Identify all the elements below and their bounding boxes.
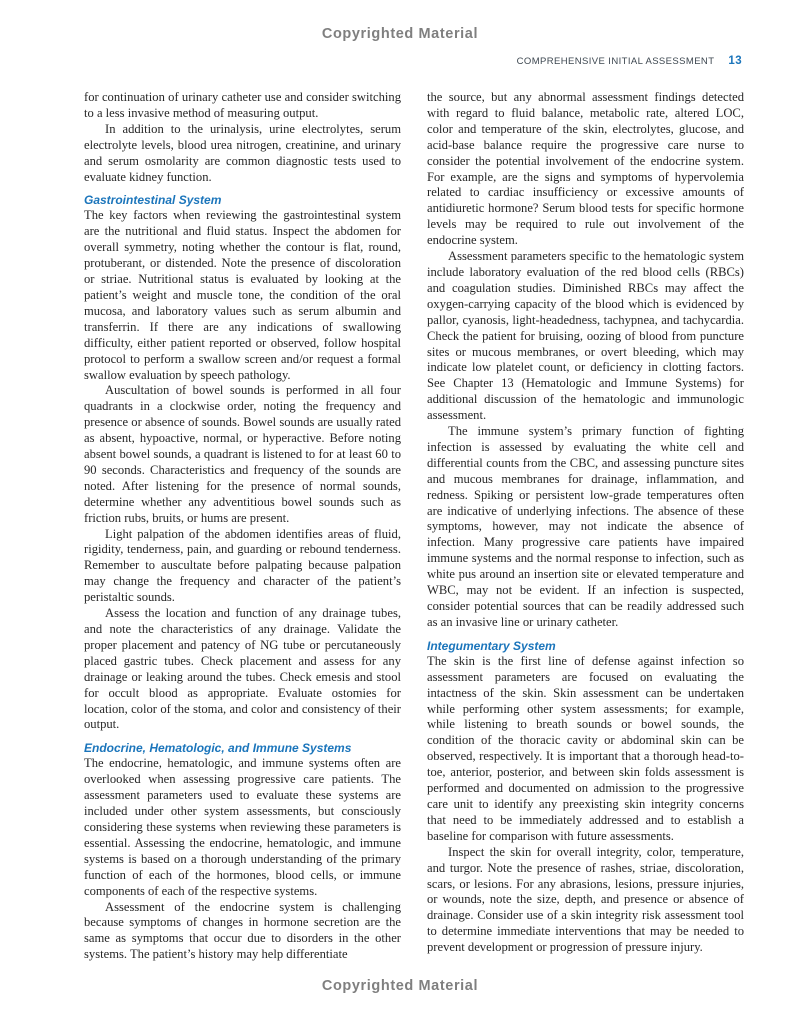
body-paragraph: Assess the location and function of any drainage tubes, and note the characteristics of any drainage. Validate the proper placement and patency of NG tube or percutaneously placed gastric tubes. Check placement and assess for any drainage or leaking around the tubes. Check emesis and stool for occult blood as appropriate. Evaluate ostomies for location, color of the stoma, and color and consistency of their output.: [84, 606, 401, 732]
body-paragraph: The immune system’s primary function of fighting infection is assessed by evaluating the white cell and differential counts from the CBC, and assessing puncture sites and mucous membranes for drainage, inflammation, and redness. Spiking or persistent low-grade temperatures often are indicative of underlying infections. The absence of these symptoms, however, may not indicate the absence of infection. Many progressive care patients have impaired immune systems and the normal response to infection, such as white pus around an insertion site or elevated temperature and WBC, may not be evident. If an infection is suspected, consider potential sources that can be readily addressed such as an invasive line or urinary catheter.: [427, 424, 744, 629]
body-paragraph: Assessment of the endocrine system is challenging because symptoms of changes in hormone secretion are the same as symptoms that occur due to disorders in the other systems. The patient’s history may help differentiate: [84, 899, 401, 962]
body-paragraph: In addition to the urinalysis, urine electrolytes, serum electrolyte levels, blood urea nitrogen, creatinine, and urinary and serum osmolarity are common diagnostic tests used to evaluate kidney function.: [84, 121, 401, 184]
body-paragraph: The key factors when reviewing the gastrointestinal system are the nutritional and fluid status. Inspect the abdomen for overall symmetry, noting whether the contour is flat, round, protuberant, or distended. Note the presence of discoloration or striae. Nutritional status is evaluated by looking at the patient’s weight and muscle tone, the condition of the oral mucosa, and laboratory values such as serum albumin and transferrin. If there are any indications of swallowing difficulty, either patient reported or observed, follow hospital protocol to perform a swallow screen and/or request a formal swallow evaluation by speech pathology.: [84, 208, 401, 382]
body-paragraph: Assessment parameters specific to the hematologic system include laboratory evaluation of the red blood cells (RBCs) and coagulation studies. Diminished RBCs may affect the oxygen-carrying capacity of the blood which is evidenced by pallor, cyanosis, light-headedness, tachypnea, and tachycardia. Check the patient for bruising, oozing of blood from puncture sites or mucous membranes, or overt bleeding, which may indicate low platelet count, or deficiency in clotting factors. See Chapter 13 (Hematologic and Immune Systems) for additional discussion of the hematologic and immunologic assessment.: [427, 249, 744, 423]
body-paragraph: Auscultation of bowel sounds is performed in all four quadrants in a clockwise order, noting the frequency and presence or absence of sounds. Bowel sounds are usually rated as absent, hypoactive, normal, or hyperactive. Before noting absent bowel sounds, a quadrant is listened to for at least 60 to 90 seconds. Characteristics and frequency of the sounds are noted. After listening for the presence of normal sounds, determine whether any adventitious bowel sounds such as friction rubs, bruits, or hums are present.: [84, 383, 401, 525]
copyright-notice-top: Copyrighted Material: [321, 26, 479, 42]
body-paragraph: the source, but any abnormal assessment findings detected with regard to fluid balance, metabolic rate, altered LOC, color and temperature of the skin, electrolytes, glucose, and acid-base balance require the progressive care nurse to consider the potential involvement of the endocrine system. For example, are the signs and symptoms of hypervolemia related to cardiac insufficiency or excessive amounts of antidiuretic hormone? Serum blood tests for specific hormone levels may be required to rule out involvement of the endocrine system.: [427, 90, 744, 248]
body-paragraph: The skin is the first line of defense against infection so assessment parameters are focused on evaluating the intactness of the skin. Skin assessment can be undertaken while performing other system assessments; for example, while listening to breath sounds or bowel sounds, the condition of the thoracic cavity or abdominal skin can be observed, respectively. It is important that a thorough head-to-toe, anterior, posterior, and between skin folds assessment is performed and documented on admission to the progressive care unit to identify any preexisting skin integrity concerns that need to be immediately addressed and to establish a baseline for comparison with future assessments.: [427, 653, 744, 843]
section-heading: Integumentary System: [427, 638, 556, 653]
right-column: [427, 90, 744, 963]
body-paragraph: for continuation of urinary catheter use and consider switching to a less invasive method of measuring output.: [84, 90, 401, 120]
body-paragraph: Inspect the skin for overall integrity, color, temperature, and turgor. Note the presence of rashes, striae, discoloration, scars, or lesions. For any abrasions, lesions, pressure injuries, or wounds, note the size, depth, and presence or absence of drainage. Consider use of a skin integrity risk assessment tool to determine immediate interventions that may be needed to prevent development or progression of pressure injury.: [427, 844, 744, 955]
left-column: [84, 90, 401, 963]
body-paragraph: The endocrine, hematologic, and immune systems often are overlooked when assessing progressive care patients. The assessment parameters used to evaluate these systems are included under other system assessments, but consciously considering these systems when reviewing these parameters is essential. Assessing the endocrine, hematologic, and immune systems is based on a thorough understanding of the primary function of each of the hormones, blood cells, or immune components of each of the respective systems.: [84, 756, 401, 898]
page-number: 13: [728, 55, 742, 67]
copyright-notice-bottom: Copyrighted Material: [321, 978, 479, 994]
running-head: [517, 55, 742, 67]
text-columns: [84, 90, 744, 963]
running-head-title: COMPREHENSIVE INITIAL ASSESSMENT: [516, 56, 715, 67]
section-heading: Endocrine, Hematologic, and Immune Systems: [84, 741, 352, 756]
body-paragraph: Light palpation of the abdomen identifies areas of fluid, rigidity, tenderness, pain, and guarding or rebound tenderness. Remember to auscultate before palpating because palpation may change the frequency and character of the patient’s peristaltic sounds.: [84, 526, 401, 605]
section-heading: Gastrointestinal System: [84, 193, 222, 208]
